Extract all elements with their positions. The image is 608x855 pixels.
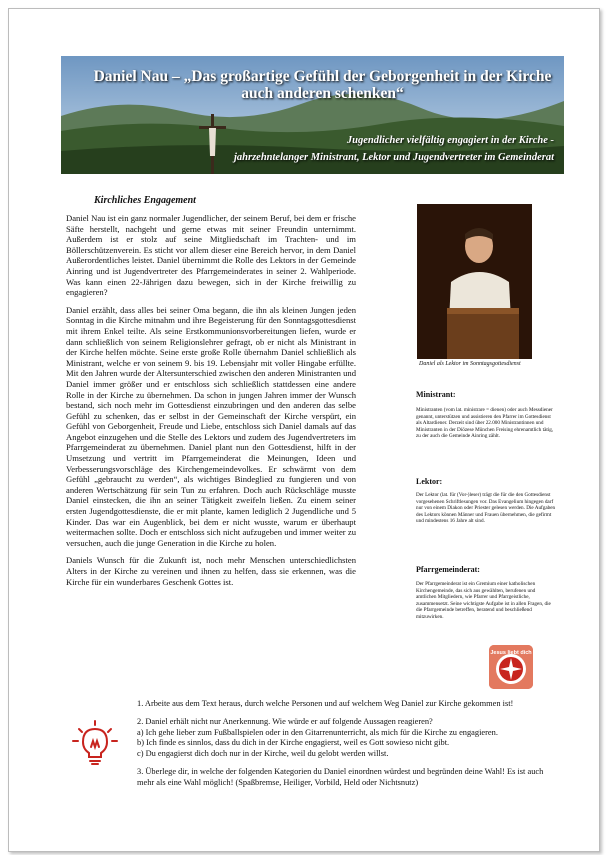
worksheet-page <box>8 8 600 852</box>
header-banner <box>61 56 564 174</box>
task-2 <box>137 717 557 760</box>
lektor-text: Der Lektor (lat. für (Vor-)leser) trägt die für die den Gottesdienst vorgesehenen Schriftlesungen vor. Das Evangelium hingegen darf nur von einem Diakon oder Priester gelesen werden. Die Aufgaben des Lektors können Männer und Frauen übernehmen, die gefirmt und mindestens 16 Jahre alt sind. <box>416 492 556 525</box>
task-2-question: 2. Daniel erhält nicht nur Anerkennung. Wie würde er auf folgende Aussagen reagieren? <box>137 716 433 726</box>
jesus-liebt-dich-logo <box>489 645 533 689</box>
article-paragraph: Daniels Wunsch für die Zukunft ist, noch mehr Menschen unterschiedlichsten Alters in der Kirche zu vereinen und ihnen zu helfen, dass sie erkennen, was die Kirche für ein wunderbares Geschenk Gottes ist. <box>66 555 356 587</box>
article-paragraph: Daniel Nau ist ein ganz normaler Jugendlicher, der seinem Beruf, bei dem er frische Säfte herstellt, nachgeht und gerne etwas mit seiner Freundin unternimmt. Außerdem ist er stolz auf seine Mitgliedschaft im Trachten- und im Böllerschützenverein. Es sticht vor allem dieser eine Bereich hervor, in dem Daniel Außerordentliches leistet. Daniel übernimmt die Rolle des Lektors in der Gemeinde Ainring und ist Jugendvertreter des Pfarrgemeinderates in seiner 2. Wahlperiode. Was kann einen 22-Jährigen dazu bewegen, sich in der Kirche freiwillig zu engagieren? <box>66 213 356 298</box>
article-paragraph: Daniel erzählt, dass alles bei seiner Oma begann, die ihn als kleinen Jungen jeden Sonntag in die Kirche mitnahm und ihre Begeisterung für den Sonntagsgottesdienst mit ihrem Enkel teilte. Als seine Erstkommunionsvorbereitungen liefen, wurde er dann schließlich von seinem Religionslehrer gefragt, ob er nicht als Ministrant in der Kirche helfen möchte. Seine erste große Rolle übernahm Daniel schließlich als Ministrant, welche er von seinem 9. bis 19. Lebensjahr mit voller Hingabe erfüllte. Mit den Jahren wurde der Altersunterschied zwischen den anderen Ministranten und Daniel immer größer und er entschloss sich schließlich stattdessen eine andere Rolle in der Kirche zu übernehmen. Da schon in jungen Jahren immer der Wunsch bestand, sich noch mehr im Gottesdienst einzubringen und den anderen das selbe Gefühl zu schenken, das er selbst in der Gemeinschaft der Kirche verspürt, ein Gefühl von Geborgenheit, Freude und Liebe, entschloss sich Daniel damals auf das Angebot einzugehen und die Stelle des Lektors und zudem des Jugendvertreters im Pfarrgemeinderat zu übernehmen. Daniel plant nun den Gottesdienst, hilft in der Umsetzung und vertritt im Pfarrgemeinderat die Meinungen, Ideen und Verbesserungsvorschläge des Kirchengemeindevolkes. Er schwärmt von dem Gefühl „gebraucht zu werden“, als wichtiges Bindeglied zu fungieren und von anderen Wertschätzung für sein Tun zu erfahren. Doch auch Rückschläge musste Daniel einstecken, die ihn an seiner Tätigkeit zweifeln ließen. Zu einem seiner ersten Jugendgottesdienste, die er mit plante, kamen lediglich 2 Jugendliche und 5 Kinder. Das war ein Augenblick, bei dem er nicht wusste, warum er überhaupt weitermachen sollte. Doch er entschloss sich nicht aufzugeben und immer weiter zu versuchen, auch die junge Generation in die Kirche zu holen. <box>66 304 356 548</box>
ministrant-text: Ministranten (vom lat. ministrare = dienen) oder auch Messdiener genannt, unterstützen und assistieren den Pfarrer im Gottesdienst als Altardiener. Derzeit sind über 22.000 Ministrantinnen und Ministranten in der Diözese München Freising ehrenamtlich tätig, zu der auch die Gemeinde Ainring zählt. <box>416 407 554 440</box>
task-2-option-b: b) Ich finde es sinnlos, dass du dich in der Kirche engagierst, weil es Gott sowieso nicht gibt. <box>137 738 450 748</box>
lightbulb-icon <box>69 719 121 767</box>
task-2-option-a: a) Ich gehe lieber zum Fußballspielen oder in den Gitarrenunterricht, als mich für die Kirche zu engagieren. <box>137 727 498 737</box>
pfarrgemeinderat-text: Der Pfarrgemeinderat ist ein Gremium einer katholischen Kirchengemeinde, das sich aus gewählten, berufenen und amtlichen Mitgliedern, wie Pfarrer und Pfarrgeistliche, zusammensetzt. Seine wichtigste Aufgabe ist in allen Fragen, die die Pfarrgemeinde betreffen, beratend und beschließend mitzuwirken. <box>416 581 551 620</box>
article-subtitle: Jugendlicher vielfältig engagiert in der Kirche - jahrzehntelanger Ministrant, Lektor und Jugendvertreter im Gemeinderat <box>234 135 554 163</box>
lektor-heading: Lektor: <box>416 477 443 486</box>
section-heading: Kirchliches Engagement <box>94 195 196 206</box>
photo-caption: Daniel als Lektor im Sonntagsgottesdienst <box>419 361 521 367</box>
task-list <box>137 699 557 796</box>
task-1: 1. Arbeite aus dem Text heraus, durch welche Personen und auf welchem Weg Daniel zur Kirche gekommen ist! <box>137 699 514 708</box>
pfarrgemeinderat-heading: Pfarrgemeinderat: <box>416 565 480 574</box>
lektor-photo <box>417 204 532 359</box>
article-title: Daniel Nau – „Das großartige Gefühl der Geborgenheit in der Kirche auch anderen schenken“ <box>93 68 552 102</box>
ministrant-heading: Ministrant: <box>416 390 456 399</box>
task-2-option-c: c) Du engagierst dich doch nur in der Kirche, weil du gelobt werden willst. <box>137 749 389 759</box>
task-3: 3. Überlege dir, in welche der folgenden Kategorien du Daniel einordnen würdest und begründen deine Wahl! Es ist auch mehr als eine Wahl möglich! (Spaßbremse, Heiliger, Vorbild, Held oder Nichtsnutz) <box>137 766 544 787</box>
article-body <box>66 213 356 594</box>
logo-text: Jesus liebt dich <box>490 650 532 656</box>
